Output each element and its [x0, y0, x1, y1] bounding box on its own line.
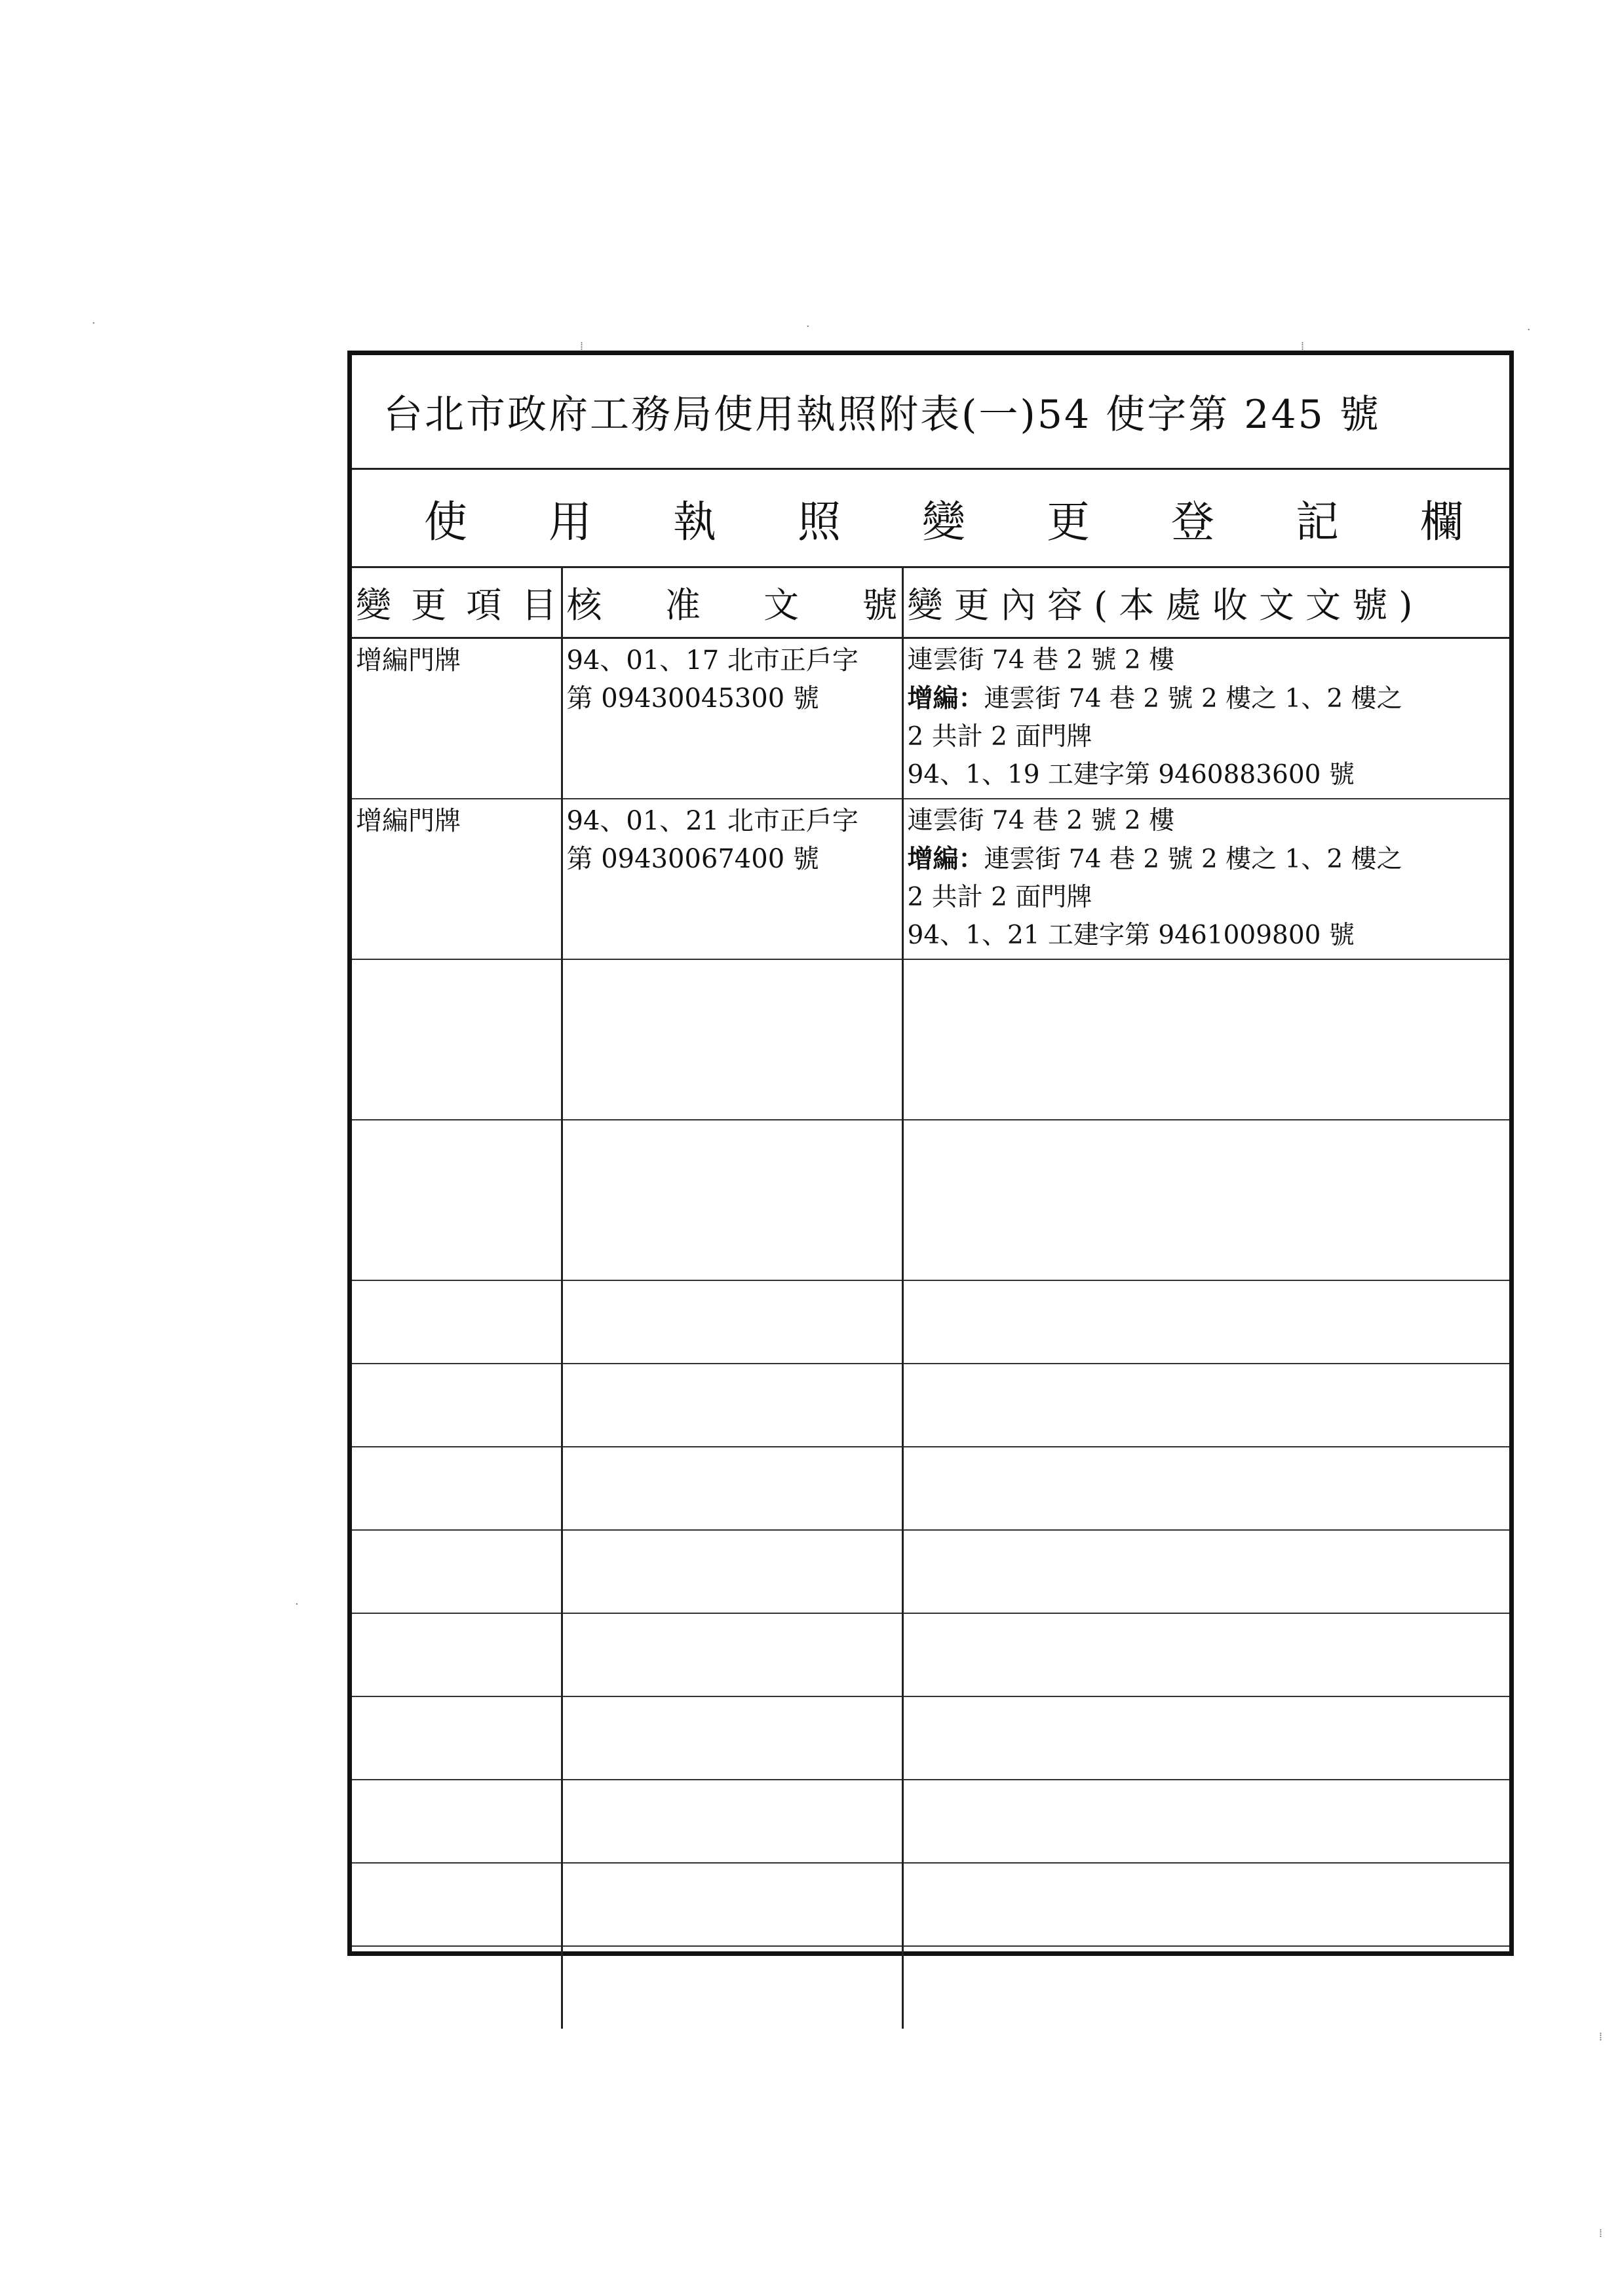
empty-table-row [352, 1696, 1509, 1780]
change-item-text: 增編門牌 [356, 806, 461, 836]
empty-cell [352, 1696, 562, 1780]
empty-cell [562, 1946, 902, 2029]
empty-cell [562, 1530, 902, 1613]
subtitle-char: 更 [1047, 497, 1090, 547]
empty-cell [562, 1447, 902, 1530]
scan-speck: ⁞ [1599, 2030, 1603, 2044]
header-char: 號 [862, 584, 898, 626]
content-label: 增編： [907, 844, 984, 874]
header-change-content: 變 更 內 容 ( 本 處 收 文 文 號 ) [902, 568, 1509, 638]
subtitle-char: 記 [1296, 497, 1339, 547]
subtitle-char: 登 [1171, 497, 1214, 547]
empty-table-row [352, 1863, 1509, 1946]
empty-cell [562, 1120, 902, 1280]
scan-speck: ⁞ [1599, 2227, 1603, 2240]
header-change-item [352, 568, 562, 638]
empty-cell [902, 1946, 1509, 2029]
table-row [352, 638, 1509, 799]
subtitle-char: 使 [424, 497, 467, 547]
empty-table-row [352, 1120, 1509, 1280]
content-line: 94、1、19 工建字第 9460883600 號 [907, 760, 1355, 790]
empty-cell [902, 1530, 1509, 1613]
content-text: 連雲街 74 巷 2 號 2 樓之 1、2 樓之 [984, 684, 1402, 714]
change-item-text: 增編門牌 [356, 645, 461, 676]
empty-cell [562, 1364, 902, 1447]
subtitle-char: 欄 [1420, 497, 1463, 547]
registration-form [347, 351, 1514, 1956]
scan-speck: · [806, 320, 810, 334]
header-char: 文 [763, 584, 800, 626]
empty-cell [352, 1364, 562, 1447]
header-char: 核 [566, 584, 602, 626]
empty-cell [902, 1613, 1509, 1696]
scan-speck: · [1527, 323, 1531, 337]
content-line: 2 共計 2 面門牌 [907, 722, 1092, 752]
empty-cell [902, 1447, 1509, 1530]
empty-cell [562, 1613, 902, 1696]
empty-table-row [352, 959, 1509, 1120]
empty-cell [562, 959, 902, 1120]
empty-table-row [352, 1280, 1509, 1364]
content-line [908, 679, 1506, 718]
cell-change-item [352, 799, 562, 959]
content-line: 94、1、21 工建字第 9461009800 號 [907, 921, 1355, 950]
approval-ref-line: 第 09430067400 號 [566, 844, 819, 874]
table-header-row [352, 568, 1509, 638]
form-subtitle [352, 470, 1509, 568]
approval-ref-line: 94、01、21 北市正戶字 [566, 806, 858, 836]
empty-cell [352, 1530, 562, 1613]
empty-table-row [352, 1613, 1509, 1696]
empty-cell [352, 1120, 562, 1280]
empty-cell [902, 1696, 1509, 1780]
content-label: 增編： [907, 683, 984, 714]
empty-cell [902, 1863, 1509, 1946]
empty-cell [562, 1696, 902, 1780]
header-char: 更 [411, 584, 447, 626]
empty-table-row [352, 1780, 1509, 1863]
content-text: 連雲街 74 巷 2 號 2 樓之 1、2 樓之 [984, 845, 1402, 874]
scan-speck: ⁞ [580, 339, 584, 353]
approval-ref-line: 第 09430045300 號 [566, 683, 819, 714]
header-char: 變 [356, 584, 391, 626]
empty-cell [352, 1780, 562, 1863]
empty-cell [902, 959, 1509, 1120]
table-row [352, 799, 1509, 959]
content-line: 2 共計 2 面門牌 [907, 883, 1092, 912]
approval-ref-line: 94、01、17 北市正戶字 [566, 645, 858, 676]
empty-cell [562, 1280, 902, 1364]
cell-change-content [902, 799, 1509, 959]
scan-speck: · [295, 1598, 299, 1611]
content-line: 連雲街 74 巷 2 號 2 樓 [907, 806, 1175, 835]
empty-table-row [352, 1364, 1509, 1447]
scan-speck: · [92, 316, 96, 330]
cell-approval-ref [562, 799, 902, 959]
form-title: 台北市政府工務局使用執照附表(一)54 使字第 245 號 [352, 355, 1509, 470]
scan-speck: ⁞ [1301, 339, 1305, 353]
empty-cell [562, 1780, 902, 1863]
empty-cell [902, 1364, 1509, 1447]
empty-cell [902, 1120, 1509, 1280]
empty-cell [352, 959, 562, 1120]
subtitle-char: 照 [798, 497, 841, 547]
empty-cell [352, 1447, 562, 1530]
empty-cell [352, 1613, 562, 1696]
cell-change-item [352, 638, 562, 799]
empty-cell [902, 1280, 1509, 1364]
empty-table-row [352, 1447, 1509, 1530]
cell-change-content [902, 638, 1509, 799]
subtitle-char: 執 [673, 497, 716, 547]
subtitle-char: 變 [922, 497, 965, 547]
empty-cell [562, 1863, 902, 1946]
empty-table-row [352, 1946, 1509, 2029]
header-approval-ref [562, 568, 902, 638]
empty-cell [352, 1280, 562, 1364]
empty-cell [352, 1863, 562, 1946]
header-char: 項 [466, 584, 502, 626]
cell-approval-ref [562, 638, 902, 799]
empty-cell [902, 1780, 1509, 1863]
empty-cell [352, 1946, 562, 2029]
content-line: 連雲街 74 巷 2 號 2 樓 [907, 645, 1175, 675]
empty-table-row [352, 1530, 1509, 1613]
content-line [908, 840, 1506, 879]
change-registration-table [352, 568, 1509, 2029]
subtitle-char: 用 [549, 497, 592, 547]
header-char: 准 [665, 584, 701, 626]
header-char: 目 [521, 584, 557, 626]
